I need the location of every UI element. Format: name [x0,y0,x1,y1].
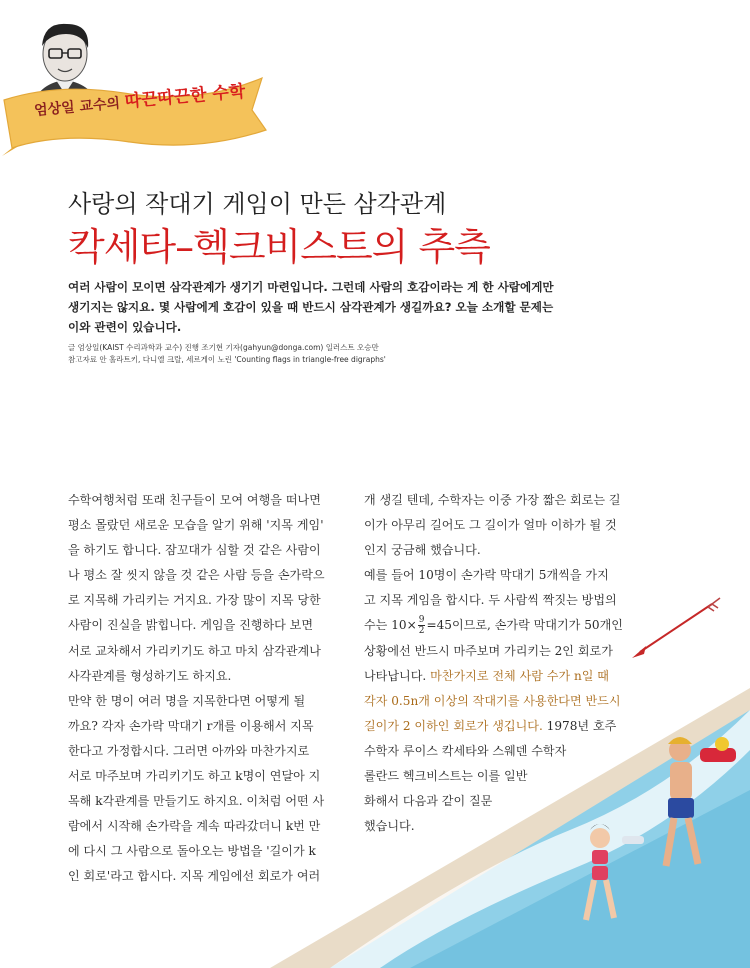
body-text: 나타납니다. [364,668,431,683]
body-line: 상황에선 반드시 마주보며 가리키는 2인 회로가 [364,643,613,658]
credits-line: 참고자료 안 홀라트키, 다니엘 크랄, 세르게이 노린 'Counting flags in triangle-free digraphs' [68,355,386,364]
body-line: 고 지목 게임을 합시다. 두 사람씩 짝짓는 방법의 [364,593,617,608]
fraction-numerator: 9 [418,615,425,626]
body-line: 화해서 다음과 같이 질문 [364,794,493,809]
lead-line: 이와 관련이 있습니다. [68,320,182,334]
body-line: 목해 k각관계를 만들기도 하지요. 이처럼 어떤 사 [68,794,325,809]
body-line: 로 지목해 가리키는 거지요. 가장 많이 지목 당한 [68,593,321,608]
formula-before: 수는 10× [364,618,417,633]
body-line: 서로 마주보며 가리키기도 하고 k명이 연달아 지 [68,769,321,784]
highlighted-text: 길이가 2 이하인 회로가 생깁니다. [364,718,543,733]
body-line: 서로 교차해서 가리키기도 하고 마치 삼각관계나 [68,643,321,658]
body-line: 에 다시 그 사람으로 돌아오는 방법을 '길이가 k [68,844,316,859]
lead-line: 생기지는 않지요. 몇 사람에게 호감이 있을 때 반드시 삼각관계가 생길까요? 오늘 소개할 문제는 [68,300,554,314]
lead-line: 여러 사람이 모이면 삼각관계가 생기기 마련입니다. 그런데 사람의 호감이라는 게 한 사람에게만 [68,280,554,294]
lead-paragraph [68,277,628,337]
body-line: 만약 한 명이 여러 명을 지목한다면 어떻게 될 [68,693,306,708]
article-title: 칵세타–헥크비스트의 추측 [68,225,490,269]
body-line: 사각관계를 형성하기도 하지요. [68,668,232,683]
body-line: 을 하기도 합니다. 잠꼬대가 심할 것 같은 사람이 [68,543,321,558]
body-line: 까요? 각자 손가락 막대기 r개를 이용해서 지목 [68,718,314,733]
article-subtitle: 사랑의 작대기 게임이 만든 삼각관계 [68,190,447,218]
arrow-illustration [628,596,722,662]
body-line: 개 생길 텐데, 수학자는 이중 가장 짧은 회로는 길 [364,493,621,507]
body-text: 1978년 호주 [542,718,617,733]
body-line: 예를 들어 10명이 손가락 막대기 5개씩을 가지 [364,568,609,583]
body-line: 한다고 가정합시다. 그러면 아까와 마찬가지로 [68,743,310,758]
highlighted-text: 각자 0.5n개 이상의 작대기를 사용한다면 반드시 [364,693,621,708]
body-line: 인 회로'라고 합시다. 지목 게임에선 회로가 여러 [68,869,321,884]
ribbon-accent: 따끈따끈한 수학 [123,81,247,113]
highlighted-text: 마찬가지로 전체 사람 수가 n일 때 [430,668,609,683]
formula-after: =45이므로, 손가락 막대기가 50개인 [426,618,623,633]
body-line: 평소 몰랐던 새로운 모습을 알기 위해 '지목 게임' [68,518,324,533]
fraction-denominator: 2 [418,626,425,637]
body-line: 했습니다. [364,819,415,834]
credits-line: 글 엄상일(KAIST 수리과학과 교수) 진행 조기현 기자(gahyun@donga.com) 일러스트 오승만 [68,343,379,352]
formula-line [364,613,664,638]
body-line: 인지 궁금해 했습니다. [364,543,481,558]
credits [68,342,386,366]
body-line: 수학여행처럼 또래 친구들이 모여 여행을 떠나면 [68,493,321,507]
fraction [418,615,426,636]
body-line: 수학자 루이스 칵세타와 스웨덴 수학자 [364,743,567,758]
body-line: 람에서 시작해 손가락을 계속 따라갔더니 k번 만 [68,819,321,834]
beach-water-gun-illustration [270,670,750,968]
ribbon-prefix: 엄상일 교수의 [33,95,126,119]
body-line: 이가 아무리 길어도 그 길이가 얼마 이하가 될 것 [364,518,617,533]
body-line: 나 평소 잘 씻지 않을 것 같은 사람 등을 손가락으 [68,568,325,583]
body-line: 사람이 진실을 밝힙니다. 게임을 진행하다 보면 [68,618,314,633]
body-line: 롤란드 헥크비스트는 이를 일반 [364,769,528,784]
